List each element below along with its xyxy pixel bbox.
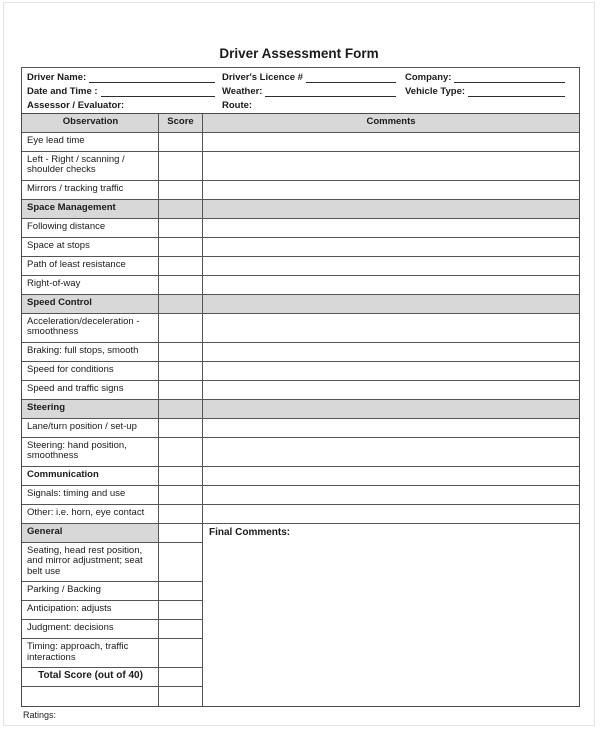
table-row [22,314,579,343]
table-left-column [22,524,203,707]
observation-label: Speed for conditions [22,362,159,380]
score-cell[interactable] [159,668,203,686]
info-field [222,100,405,111]
form-page [3,2,595,726]
blank-line[interactable] [454,73,565,83]
score-cell[interactable] [159,582,203,600]
score-cell[interactable] [159,133,203,151]
table-row [22,381,579,400]
final-comments-cell[interactable] [203,524,579,707]
score-cell[interactable] [159,620,203,638]
table-row [22,238,579,257]
score-cell[interactable] [159,505,203,523]
score-cell[interactable] [159,219,203,237]
final-comments-label: Final Comments: [209,526,291,538]
score-cell[interactable] [159,543,203,582]
table-row [22,362,579,381]
observation-label: Path of least resistance [22,257,159,275]
score-cell[interactable] [159,381,203,399]
score-cell[interactable] [159,639,203,667]
blank-line[interactable] [306,73,396,83]
comments-cell[interactable] [203,152,579,180]
observation-label: Right-of-way [22,276,159,294]
observation-label: Mirrors / tracking traffic [22,181,159,199]
table-rows-top [22,133,579,524]
section-header-row [22,200,579,219]
comments-cell[interactable] [203,219,579,237]
table-row [22,181,579,200]
score-cell[interactable] [159,467,203,485]
table-row [22,505,579,524]
info-row [22,98,579,112]
observation-label: Steering: hand position, smoothness [22,438,159,466]
observation-label: Speed and traffic signs [22,381,159,399]
observation-label: Lane/turn position / set-up [22,419,159,437]
blank-line[interactable] [89,73,215,83]
table-row [22,276,579,295]
score-cell[interactable] [159,200,203,218]
filler-row [22,687,203,706]
info-field [222,72,405,83]
col-header-observation: Observation [22,114,159,132]
table-row [22,639,203,668]
comments-cell[interactable] [203,467,579,485]
comments-cell[interactable] [203,419,579,437]
observation-label: Communication [22,467,159,485]
observation-label: Timing: approach, traffic interactions [22,639,159,667]
table-row [22,343,579,362]
score-cell[interactable] [159,438,203,466]
driver-info-box [21,67,580,113]
comments-cell[interactable] [203,362,579,380]
table-row [22,620,203,639]
info-row [22,84,579,98]
score-cell[interactable] [159,276,203,294]
score-cell[interactable] [159,295,203,313]
score-cell[interactable] [159,238,203,256]
blank-line[interactable] [265,87,396,97]
assessment-table [21,113,580,707]
table-row [22,438,579,467]
filler-cell [159,687,203,706]
observation-label: Space at stops [22,238,159,256]
ratings-label: Ratings: [23,710,57,720]
section-header-row [22,295,579,314]
table-row [22,257,579,276]
table-header-row [22,114,579,133]
section-header-row [22,467,579,486]
table-row [22,601,203,620]
observation-label: Parking / Backing [22,582,159,600]
col-header-comments: Comments [366,116,416,127]
section-header-row [22,400,579,419]
observation-label: Judgment: decisions [22,620,159,638]
info-field [405,86,579,97]
table-row [22,219,579,238]
total-score-row [22,668,203,687]
score-cell[interactable] [159,400,203,418]
table-row [22,152,579,181]
info-field-label: Route: [222,100,253,111]
observation-label: Eye lead time [22,133,159,151]
comments-cell[interactable] [203,276,579,294]
info-field-label: Company: [405,72,452,83]
info-field [405,72,579,83]
comments-cell[interactable] [203,181,579,199]
info-field-label: Driver Name: [27,72,87,83]
info-field-label: Driver's Licence # [222,72,303,83]
observation-label: Speed Control [22,295,159,313]
comments-cell[interactable] [203,505,579,523]
score-cell[interactable] [159,181,203,199]
blank-line[interactable] [468,87,565,97]
observation-label: Anticipation: adjusts [22,601,159,619]
comments-cell[interactable] [203,295,579,313]
comments-cell[interactable] [203,200,579,218]
observation-label: Left - Right / scanning / shoulder checks [22,152,159,180]
info-field [27,86,222,97]
comments-cell[interactable] [203,400,579,418]
observation-label: Other: i.e. horn, eye contact [22,505,159,523]
info-row [22,70,579,84]
comments-cell[interactable] [203,133,579,151]
form-body [21,67,580,720]
col-header-score: Score [159,114,203,132]
table-row [22,582,203,601]
section-header-row [22,524,203,543]
score-cell[interactable] [159,524,203,542]
score-cell[interactable] [159,257,203,275]
comments-cell[interactable] [203,314,579,342]
observation-label: Steering [22,400,159,418]
observation-label: Total Score (out of 40) [22,668,159,686]
observation-label: Signals: timing and use [22,486,159,504]
table-row [22,133,579,152]
observation-label: General [22,524,159,542]
info-field [27,100,222,111]
info-field-label: Assessor / Evaluator: [27,100,125,111]
observation-label: Braking: full stops, smooth [22,343,159,361]
table-rows-bottom [22,524,579,707]
score-cell[interactable] [159,362,203,380]
observation-label: Space Management [22,200,159,218]
observation-label: Following distance [22,219,159,237]
comments-cell[interactable] [203,238,579,256]
score-cell[interactable] [159,419,203,437]
score-cell[interactable] [159,601,203,619]
score-cell[interactable] [159,152,203,180]
table-row [22,419,579,438]
comments-cell[interactable] [203,257,579,275]
info-field [27,72,222,83]
observation-label: Acceleration/deceleration - smoothness [22,314,159,342]
info-field [222,86,405,97]
observation-label: Seating, head rest position, and mirror adjustment; seat belt use [22,543,159,582]
score-cell[interactable] [159,343,203,361]
info-field-label: Weather: [222,86,263,97]
info-field-label: Date and Time : [27,86,98,97]
score-cell[interactable] [159,314,203,342]
comments-cell[interactable] [203,343,579,361]
comments-cell[interactable] [203,438,579,466]
score-cell[interactable] [159,486,203,504]
table-row [22,486,579,505]
table-row [22,543,203,583]
comments-cell[interactable] [203,486,579,504]
comments-cell[interactable] [203,381,579,399]
form-title: Driver Assessment Form [219,46,379,61]
info-field-label: Vehicle Type: [405,86,466,97]
blank-line[interactable] [101,87,215,97]
filler-cell [22,687,159,706]
